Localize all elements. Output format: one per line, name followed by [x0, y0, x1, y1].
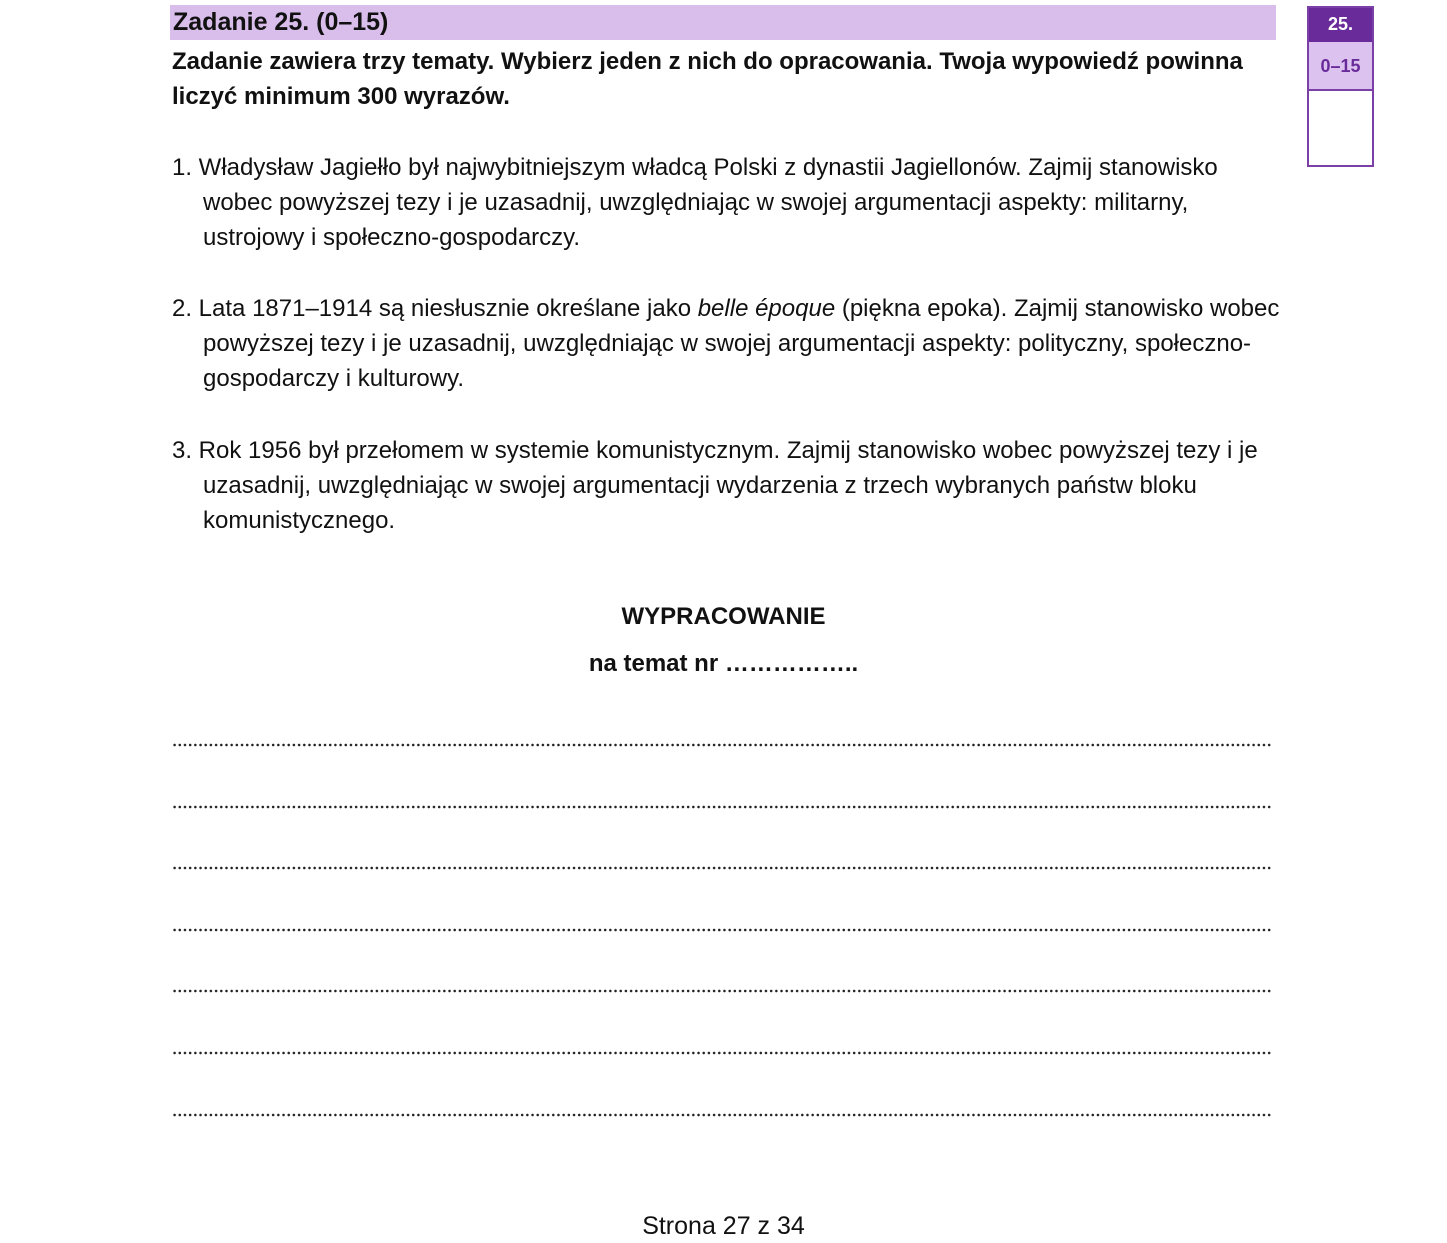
answer-line[interactable] — [172, 927, 1271, 933]
answer-line[interactable] — [172, 1050, 1271, 1056]
score-box — [1307, 6, 1374, 167]
topic-2 — [172, 291, 1282, 396]
page-number: Strona 27 z 34 — [642, 1212, 805, 1240]
answer-line[interactable] — [172, 865, 1271, 871]
topic-2-text-start: 2. Lata 1871–1914 są niesłusznie określane jako — [172, 295, 698, 322]
topic-3: 3. Rok 1956 był przełomem w systemie komunistycznym. Zajmij stanowisko wobec powyższej tezy i je uzasadnij, uwzględniając w swojej argumentacji wydarzenia z trzech wybranych państw bloku komunistycznego. — [172, 437, 1258, 534]
task-instruction: Zadanie zawiera trzy tematy. Wybierz jeden z nich do opracowania. Twoja wypowiedź powinna liczyć minimum 300 wyrazów. — [172, 48, 1243, 110]
task-header: Zadanie 25. (0–15) — [170, 5, 1276, 40]
answer-line[interactable] — [172, 988, 1271, 994]
essay-heading: WYPRACOWANIE — [621, 603, 826, 630]
topic-2-text-end: (piękna epoka). Zajmij stanowisko wobec powyższej tezy i je uzasadnij, uwzględniając w swojej argumentacji aspekty: polityczny, społeczno-gospodarczy i kulturowy. — [203, 295, 1280, 392]
score-range: 0–15 — [1309, 42, 1372, 91]
score-task-number: 25. — [1309, 8, 1372, 42]
topic-1: 1. Władysław Jagiełło był najwybitniejszym władcą Polski z dynastii Jagiellonów. Zajmij stanowisko wobec powyższej tezy i je uzasadnij, uwzględniając w swojej argumentacji aspekty: militarny, ustrojowy i społeczno-gospodarczy. — [172, 154, 1218, 251]
answer-line[interactable] — [172, 742, 1271, 748]
essay-topic-number-line: na temat nr …………….. — [588, 650, 859, 677]
answer-line[interactable] — [172, 804, 1271, 810]
topic-2-emphasis: belle époque — [697, 295, 836, 322]
answer-line[interactable] — [172, 1112, 1271, 1118]
